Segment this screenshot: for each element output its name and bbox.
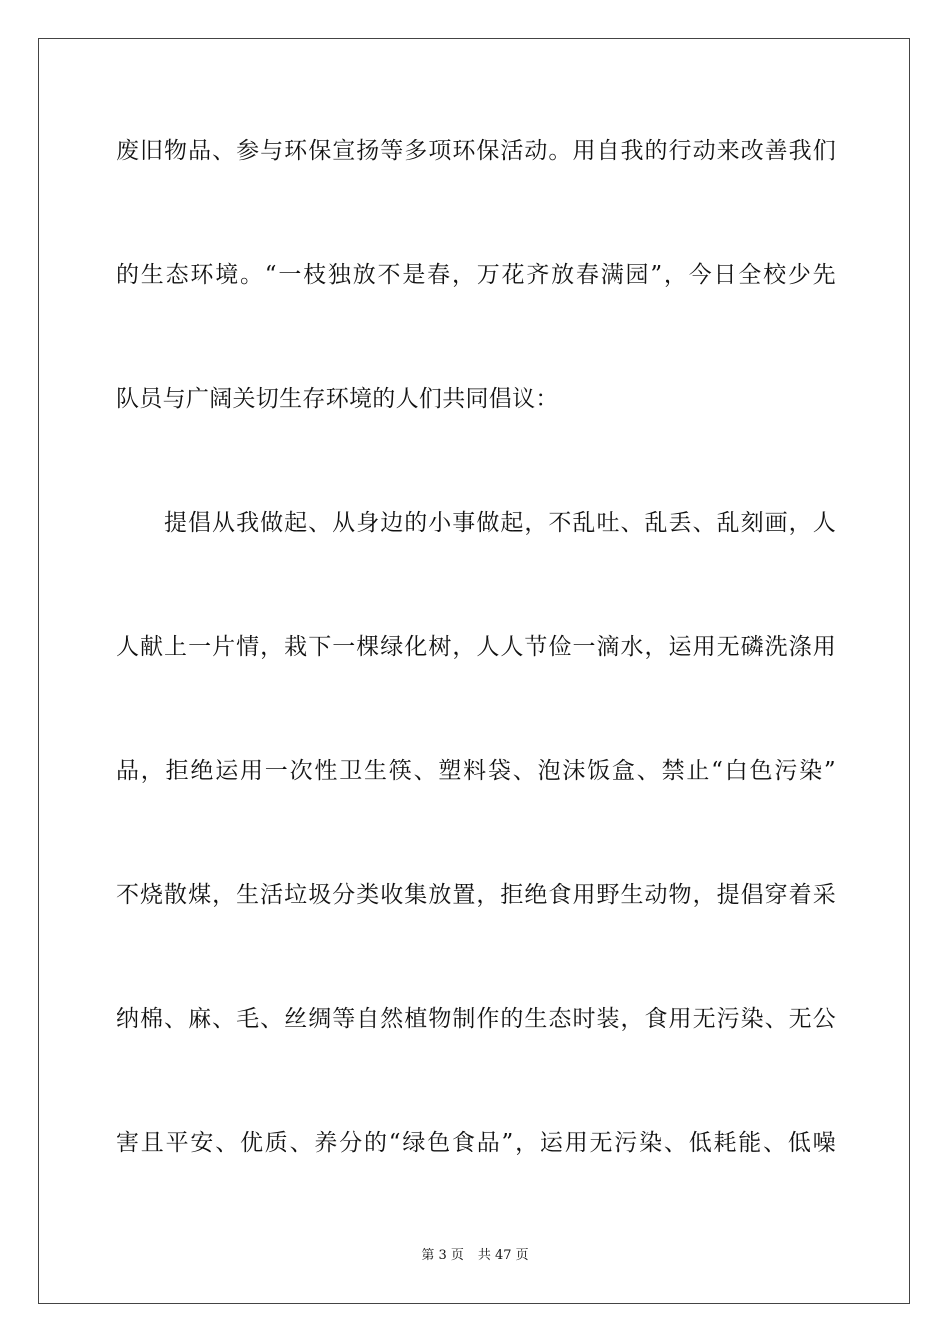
total-pages: 共 47 页 (477, 1248, 529, 1263)
text-line-4: 提倡从我做起、从身边的小事做起，不乱吐、乱丢、乱刻画，人 (164, 510, 836, 536)
text-line-6: 品，拒绝运用一次性卫生筷、塑料袋、泡沫饭盒、禁止“白色污染” (116, 758, 836, 784)
text-line-1: 废旧物品、参与环保宣扬等多项环保活动。用自我的行动来改善我们 (116, 138, 836, 164)
text-line-7: 不烧散煤，生活垃圾分类收集放置，拒绝食用野生动物，提倡穿着采 (116, 882, 836, 908)
text-line-8: 纳棉、麻、毛、丝绸等自然植物制作的生态时装，食用无污染、无公 (116, 1006, 836, 1032)
page-number: 第 3 页 (421, 1248, 464, 1263)
page-border (38, 38, 910, 1304)
text-line-9: 害且平安、优质、养分的“绿色食品”，运用无污染、低耗能、低噪 (116, 1130, 836, 1156)
text-line-2: 的生态环境。“一枝独放不是春，万花齐放春满园”，今日全校少先 (116, 262, 836, 288)
text-line-3: 队员与广阔关切生存环境的人们共同倡议： (116, 386, 559, 412)
text-line-5: 人献上一片情，栽下一棵绿化树，人人节俭一滴水，运用无磷洗涤用 (116, 634, 836, 660)
page-footer (0, 1248, 950, 1264)
